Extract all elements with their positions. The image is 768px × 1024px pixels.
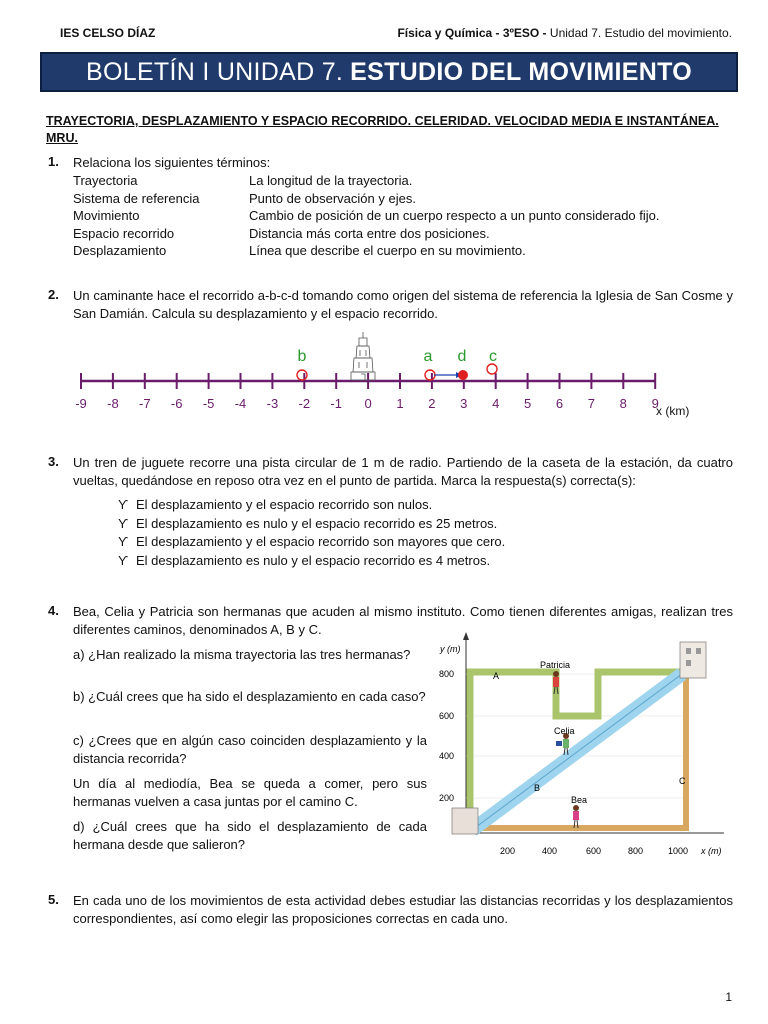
terms-table [73, 172, 660, 260]
question-1-number: 1. [48, 154, 59, 169]
tick-label: -3 [266, 396, 279, 411]
tick-label: -1 [330, 396, 342, 411]
q4-item-c: c) ¿Crees que en algún caso coinciden desplazamiento y la distancia recorrida? [73, 733, 427, 766]
axis-label: x (km) [656, 404, 690, 418]
option-text: El desplazamiento y el espacio recorrido son mayores que cero. [136, 534, 506, 550]
x-tick-1000: 1000 [668, 846, 689, 856]
church-icon [351, 332, 375, 380]
question-2-text: Un caminante hace el recorrido a-b-c-d tomando como origen del sistema de referencia la Iglesia de San Cosme y San Damián. Calcula su desplazamiento y el espacio recorrido. [73, 288, 733, 321]
checkbox-icon[interactable]: ϒ [118, 552, 129, 568]
terms-row [73, 242, 660, 260]
tick-label: 0 [364, 396, 372, 411]
terms-row [73, 207, 660, 225]
banner-title: ESTUDIO DEL MOVIMIENTO [350, 57, 692, 86]
path-b-label: B [534, 783, 541, 793]
x-tick-800: 800 [628, 846, 644, 856]
path-a-label: A [493, 671, 500, 681]
tick-label: 9 [651, 396, 659, 411]
bea-label: Bea [571, 795, 588, 805]
header-subject-bold: Física y Química - 3ºESO - [397, 26, 547, 40]
label-b: b [297, 348, 307, 365]
definition: La longitud de la trayectoria. [249, 173, 413, 188]
tick-label: 8 [619, 396, 627, 411]
y-axis-label: y (m) [440, 644, 461, 654]
tick-label: -2 [298, 396, 311, 411]
point-b-marker [297, 370, 307, 380]
question-5-text: En cada uno de los movimientos de esta actividad debes estudiar las distancias recorridas y los desplazamientos correspondientes, así como elegir las proposiciones correctas en cada uno. [73, 893, 733, 926]
x-tick-400: 400 [542, 846, 558, 856]
tick-label: -4 [234, 396, 247, 411]
terms-row [73, 172, 660, 190]
patricia-label: Patricia [540, 660, 571, 670]
checkbox-icon[interactable]: ϒ [118, 497, 129, 512]
house-building-icon [680, 642, 706, 678]
banner-prefix: BOLETÍN I UNIDAD 7. [86, 57, 344, 86]
path-c-label: C [679, 776, 686, 786]
paths-figure [436, 628, 732, 862]
celia-figure-icon [556, 733, 569, 755]
tick-label: 1 [396, 396, 404, 411]
page-number: 1 [725, 990, 732, 1004]
y-axis-arrow-icon [463, 632, 469, 640]
tick-label: 3 [460, 396, 468, 411]
checkbox-icon[interactable]: ϒ [118, 515, 129, 531]
label-c: c [489, 348, 497, 365]
point-d-marker [458, 370, 468, 380]
tick-label: 6 [555, 396, 564, 411]
q4-statement: Un día al mediodía, Bea se queda a comer, pero sus hermanas vuelven a casa juntas por el camino C. [73, 776, 427, 809]
tick-label: 4 [492, 396, 500, 411]
question-3-text: Un tren de juguete recorre una pista circular de 1 m de radio. Partiendo de la caseta de la estación, da cuatro vueltas, quedándose en reposo otra vez en el punto de partida. Marca la respuesta(s) correcta(s): [73, 455, 733, 488]
definition: Cambio de posición de un cuerpo respecto a un punto considerado fijo. [249, 208, 660, 224]
options-list [118, 496, 505, 570]
school-building-icon [452, 808, 478, 834]
term: Movimiento [73, 208, 140, 224]
y-tick-800: 800 [439, 669, 455, 679]
option-item[interactable] [118, 533, 505, 552]
point-c-marker [487, 364, 497, 374]
option-text: El desplazamiento es nulo y el espacio recorrido es 4 metros. [136, 552, 491, 568]
definition: Línea que describe el cuerpo en su movimiento. [249, 243, 526, 259]
question-3-number: 3. [48, 454, 59, 469]
definition: Punto de observación y ejes. [249, 190, 416, 206]
section-title: TRAYECTORIA, DESPLAZAMIENTO Y ESPACIO RECORRIDO. CELERIDAD. VELOCIDAD MEDIA E INSTANTÁNEA. MRU. [46, 114, 719, 145]
option-text: El desplazamiento es nulo y el espacio recorrido es 25 metros. [136, 515, 498, 531]
school-name: IES CELSO DÍAZ [60, 26, 156, 40]
question-2-number: 2. [48, 287, 59, 302]
tick-label: -7 [139, 396, 151, 411]
term: Sistema de referencia [73, 190, 200, 206]
option-item[interactable] [118, 552, 505, 571]
tick-label: -6 [170, 396, 183, 411]
option-item[interactable] [118, 496, 505, 515]
point-a-marker [425, 370, 435, 380]
tick-label: -5 [202, 396, 215, 411]
question-5-number: 5. [48, 892, 59, 907]
header-subject [397, 26, 732, 40]
q4-item-a: a) ¿Han realizado la misma trayectoria las tres hermanas? [73, 647, 411, 662]
question-4-text: Bea, Celia y Patricia son hermanas que acuden al mismo instituto. Como tienen diferentes amigas, realizan tres diferentes caminos, denominados A, B y C. [73, 604, 733, 637]
celia-label: Celia [554, 726, 575, 736]
terms-row [73, 225, 660, 243]
label-d: d [457, 348, 467, 365]
tick-label: 2 [428, 396, 436, 411]
x-tick-200: 200 [500, 846, 516, 856]
tick-label: 7 [587, 396, 596, 411]
header-unit: Unidad 7. Estudio del movimiento. [546, 26, 732, 40]
term: Trayectoria [73, 173, 138, 188]
title-banner [40, 52, 738, 92]
q4-item-d: d) ¿Cuál crees que ha sido el desplazamiento de cada hermana desde que salieron? [73, 819, 427, 852]
question-1-text: Relaciona los siguientes términos: [73, 155, 271, 170]
checkbox-icon[interactable]: ϒ [118, 534, 129, 550]
option-text: El desplazamiento y el espacio recorrido son nulos. [136, 497, 433, 512]
number-line-figure [70, 328, 710, 424]
terms-row [73, 190, 660, 208]
y-tick-600: 600 [439, 711, 455, 721]
label-a: a [423, 348, 433, 365]
term: Espacio recorrido [73, 225, 175, 241]
x-axis-label: x (m) [701, 846, 722, 856]
tick-label: -8 [107, 396, 119, 411]
y-tick-200: 200 [439, 793, 455, 803]
bea-figure-icon [573, 805, 579, 828]
y-tick-400: 400 [439, 751, 455, 761]
definition: Distancia más corta entre dos posiciones. [249, 225, 490, 241]
tick-label: -9 [75, 396, 87, 411]
x-tick-600: 600 [586, 846, 602, 856]
option-item[interactable] [118, 515, 505, 534]
question-4-number: 4. [48, 603, 59, 618]
tick-label: 5 [523, 396, 532, 411]
q4-item-b: b) ¿Cuál crees que ha sido el desplazamiento en cada caso? [73, 689, 426, 704]
term: Desplazamiento [73, 243, 167, 259]
